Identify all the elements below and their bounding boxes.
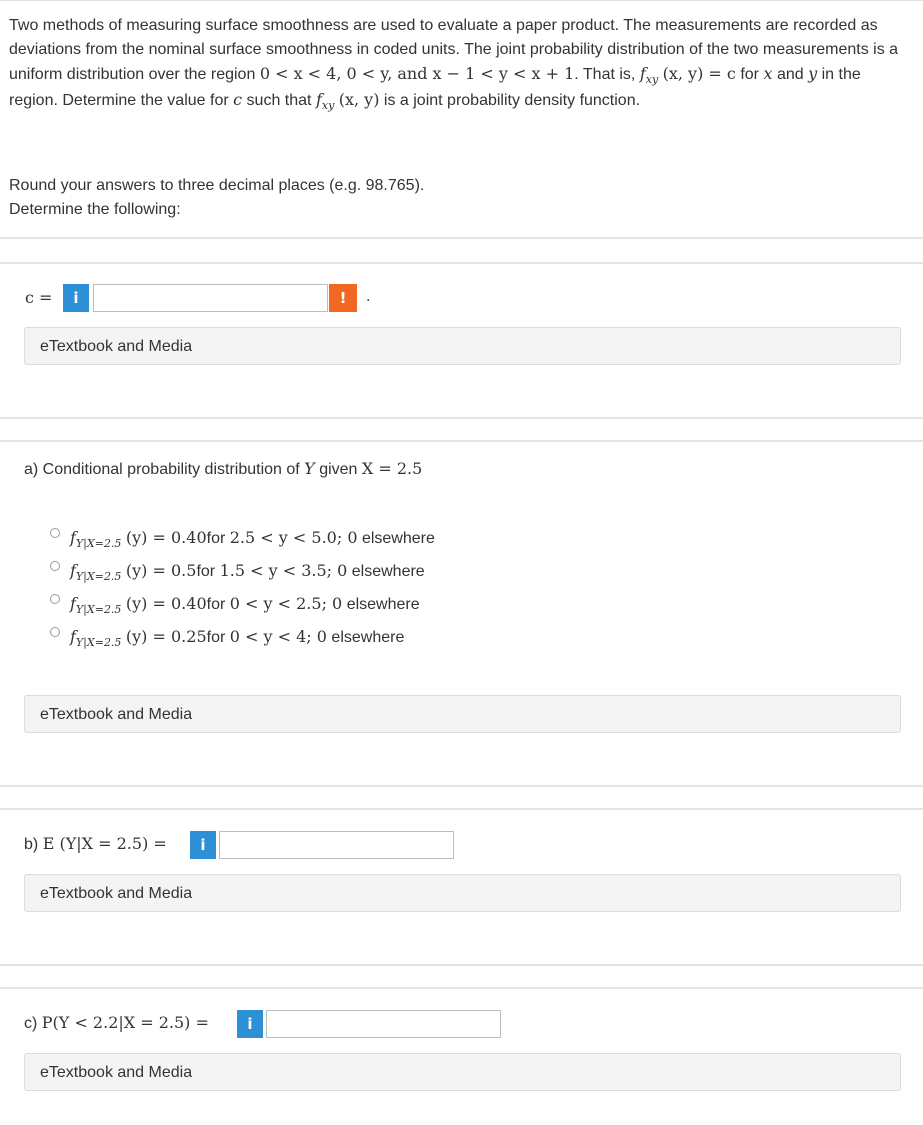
problem-that-is: . That is,: [574, 66, 636, 83]
c-label: c =: [25, 288, 53, 307]
warning-icon[interactable]: !: [329, 284, 357, 312]
etextbook-media-button[interactable]: eTextbook and Media: [24, 874, 901, 912]
option-1[interactable]: [50, 526, 435, 550]
option-range: 0 < y < 2.5; 0: [229, 594, 343, 613]
info-icon[interactable]: i: [237, 1010, 263, 1038]
option-for: for: [206, 530, 226, 547]
problem-fxy-args: (x, y) = c: [662, 64, 736, 83]
problem-such-that: such that: [246, 92, 312, 109]
part-a-condition: X = 2.5: [361, 459, 423, 478]
option-3[interactable]: [50, 592, 420, 616]
option-sub: Y|X=2.5: [75, 636, 122, 649]
problem-fxy-sub: xy: [645, 73, 659, 86]
problem-fxy: f: [639, 64, 646, 83]
part-c-label: [24, 1013, 209, 1033]
info-icon[interactable]: i: [190, 831, 216, 859]
option-for: for: [196, 563, 216, 580]
option-f: f: [70, 528, 76, 547]
problem-c: c: [233, 90, 243, 109]
option-sub: Y|X=2.5: [75, 603, 122, 616]
option-range: 1.5 < y < 3.5; 0: [219, 561, 348, 580]
divider: [0, 262, 923, 264]
problem-for: for: [740, 66, 759, 83]
divider: [0, 440, 923, 442]
option-f: f: [70, 627, 76, 646]
part-a-given: given: [319, 461, 358, 478]
part-c-answer-input[interactable]: [266, 1010, 501, 1038]
radio-button[interactable]: [50, 627, 60, 637]
option-else: elsewhere: [346, 596, 420, 613]
etextbook-media-button[interactable]: eTextbook and Media: [24, 695, 901, 733]
problem-intro: Two methods of measuring surface smoothness are used to evaluate a paper product. The measurements are recorded as deviations from the nominal surface smoothness in coded units. The joint probability distribution of the two measurements is a uniform distribution over the region: [9, 17, 899, 83]
option-sub: Y|X=2.5: [75, 570, 122, 583]
option-f: f: [70, 561, 76, 580]
problem-x: x: [763, 64, 773, 83]
problem-fxy-2: f: [315, 90, 322, 109]
radio-button[interactable]: [50, 528, 60, 538]
option-f: f: [70, 594, 76, 613]
option-2[interactable]: [50, 559, 425, 583]
determine-instruction: Determine the following:: [9, 201, 181, 218]
problem-fxy-sub-2: xy: [321, 99, 335, 112]
divider: [0, 808, 923, 810]
info-icon[interactable]: i: [63, 284, 89, 312]
option-else: elsewhere: [361, 530, 435, 547]
option-range: 2.5 < y < 5.0; 0: [229, 528, 358, 547]
radio-button[interactable]: [50, 594, 60, 604]
part-c-expr: P(Y < 2.2|X = 2.5) =: [41, 1013, 209, 1032]
problem-is-jpdf: is a joint probability density function.: [383, 92, 641, 109]
part-b-expr: E (Y|X = 2.5) =: [42, 834, 167, 853]
option-expr: (y) = 0.40: [125, 528, 207, 547]
part-c-prefix: c): [24, 1015, 38, 1032]
c-period: .: [366, 288, 371, 305]
divider: [0, 237, 923, 239]
round-instruction: Round your answers to three decimal places (e.g. 98.765).: [9, 177, 425, 194]
option-sub: Y|X=2.5: [75, 537, 122, 550]
part-b-label: [24, 834, 167, 854]
problem-y: y: [808, 64, 818, 83]
instructions: [9, 174, 914, 222]
part-a-Y: Y: [304, 459, 315, 478]
problem-in-region: in the region. Determine the value for: [9, 66, 861, 109]
option-expr: (y) = 0.5: [125, 561, 197, 580]
problem-statement: [9, 14, 914, 114]
etextbook-media-button[interactable]: eTextbook and Media: [24, 327, 901, 365]
c-answer-input[interactable]: [93, 284, 328, 312]
radio-button[interactable]: [50, 561, 60, 571]
divider: [0, 964, 923, 966]
top-divider: [0, 0, 923, 1]
option-for: for: [206, 629, 226, 646]
part-b-answer-input[interactable]: [219, 831, 454, 859]
problem-fxy-args-2: (x, y): [338, 90, 380, 109]
option-else: elsewhere: [331, 629, 405, 646]
problem-and: and: [776, 66, 804, 83]
option-else: elsewhere: [351, 563, 425, 580]
problem-region: 0 < x < 4, 0 < y, and x − 1 < y < x + 1: [259, 64, 575, 83]
option-range: 0 < y < 4; 0: [229, 627, 327, 646]
option-4[interactable]: [50, 625, 404, 649]
option-expr: (y) = 0.25: [125, 627, 207, 646]
divider: [0, 987, 923, 989]
option-for: for: [206, 596, 226, 613]
part-a-label: [24, 459, 422, 479]
divider: [0, 785, 923, 787]
divider: [0, 417, 923, 419]
part-b-prefix: b): [24, 836, 39, 853]
option-expr: (y) = 0.40: [125, 594, 207, 613]
etextbook-media-button[interactable]: eTextbook and Media: [24, 1053, 901, 1091]
part-a-prefix: a) Conditional probability distribution of: [24, 461, 300, 478]
